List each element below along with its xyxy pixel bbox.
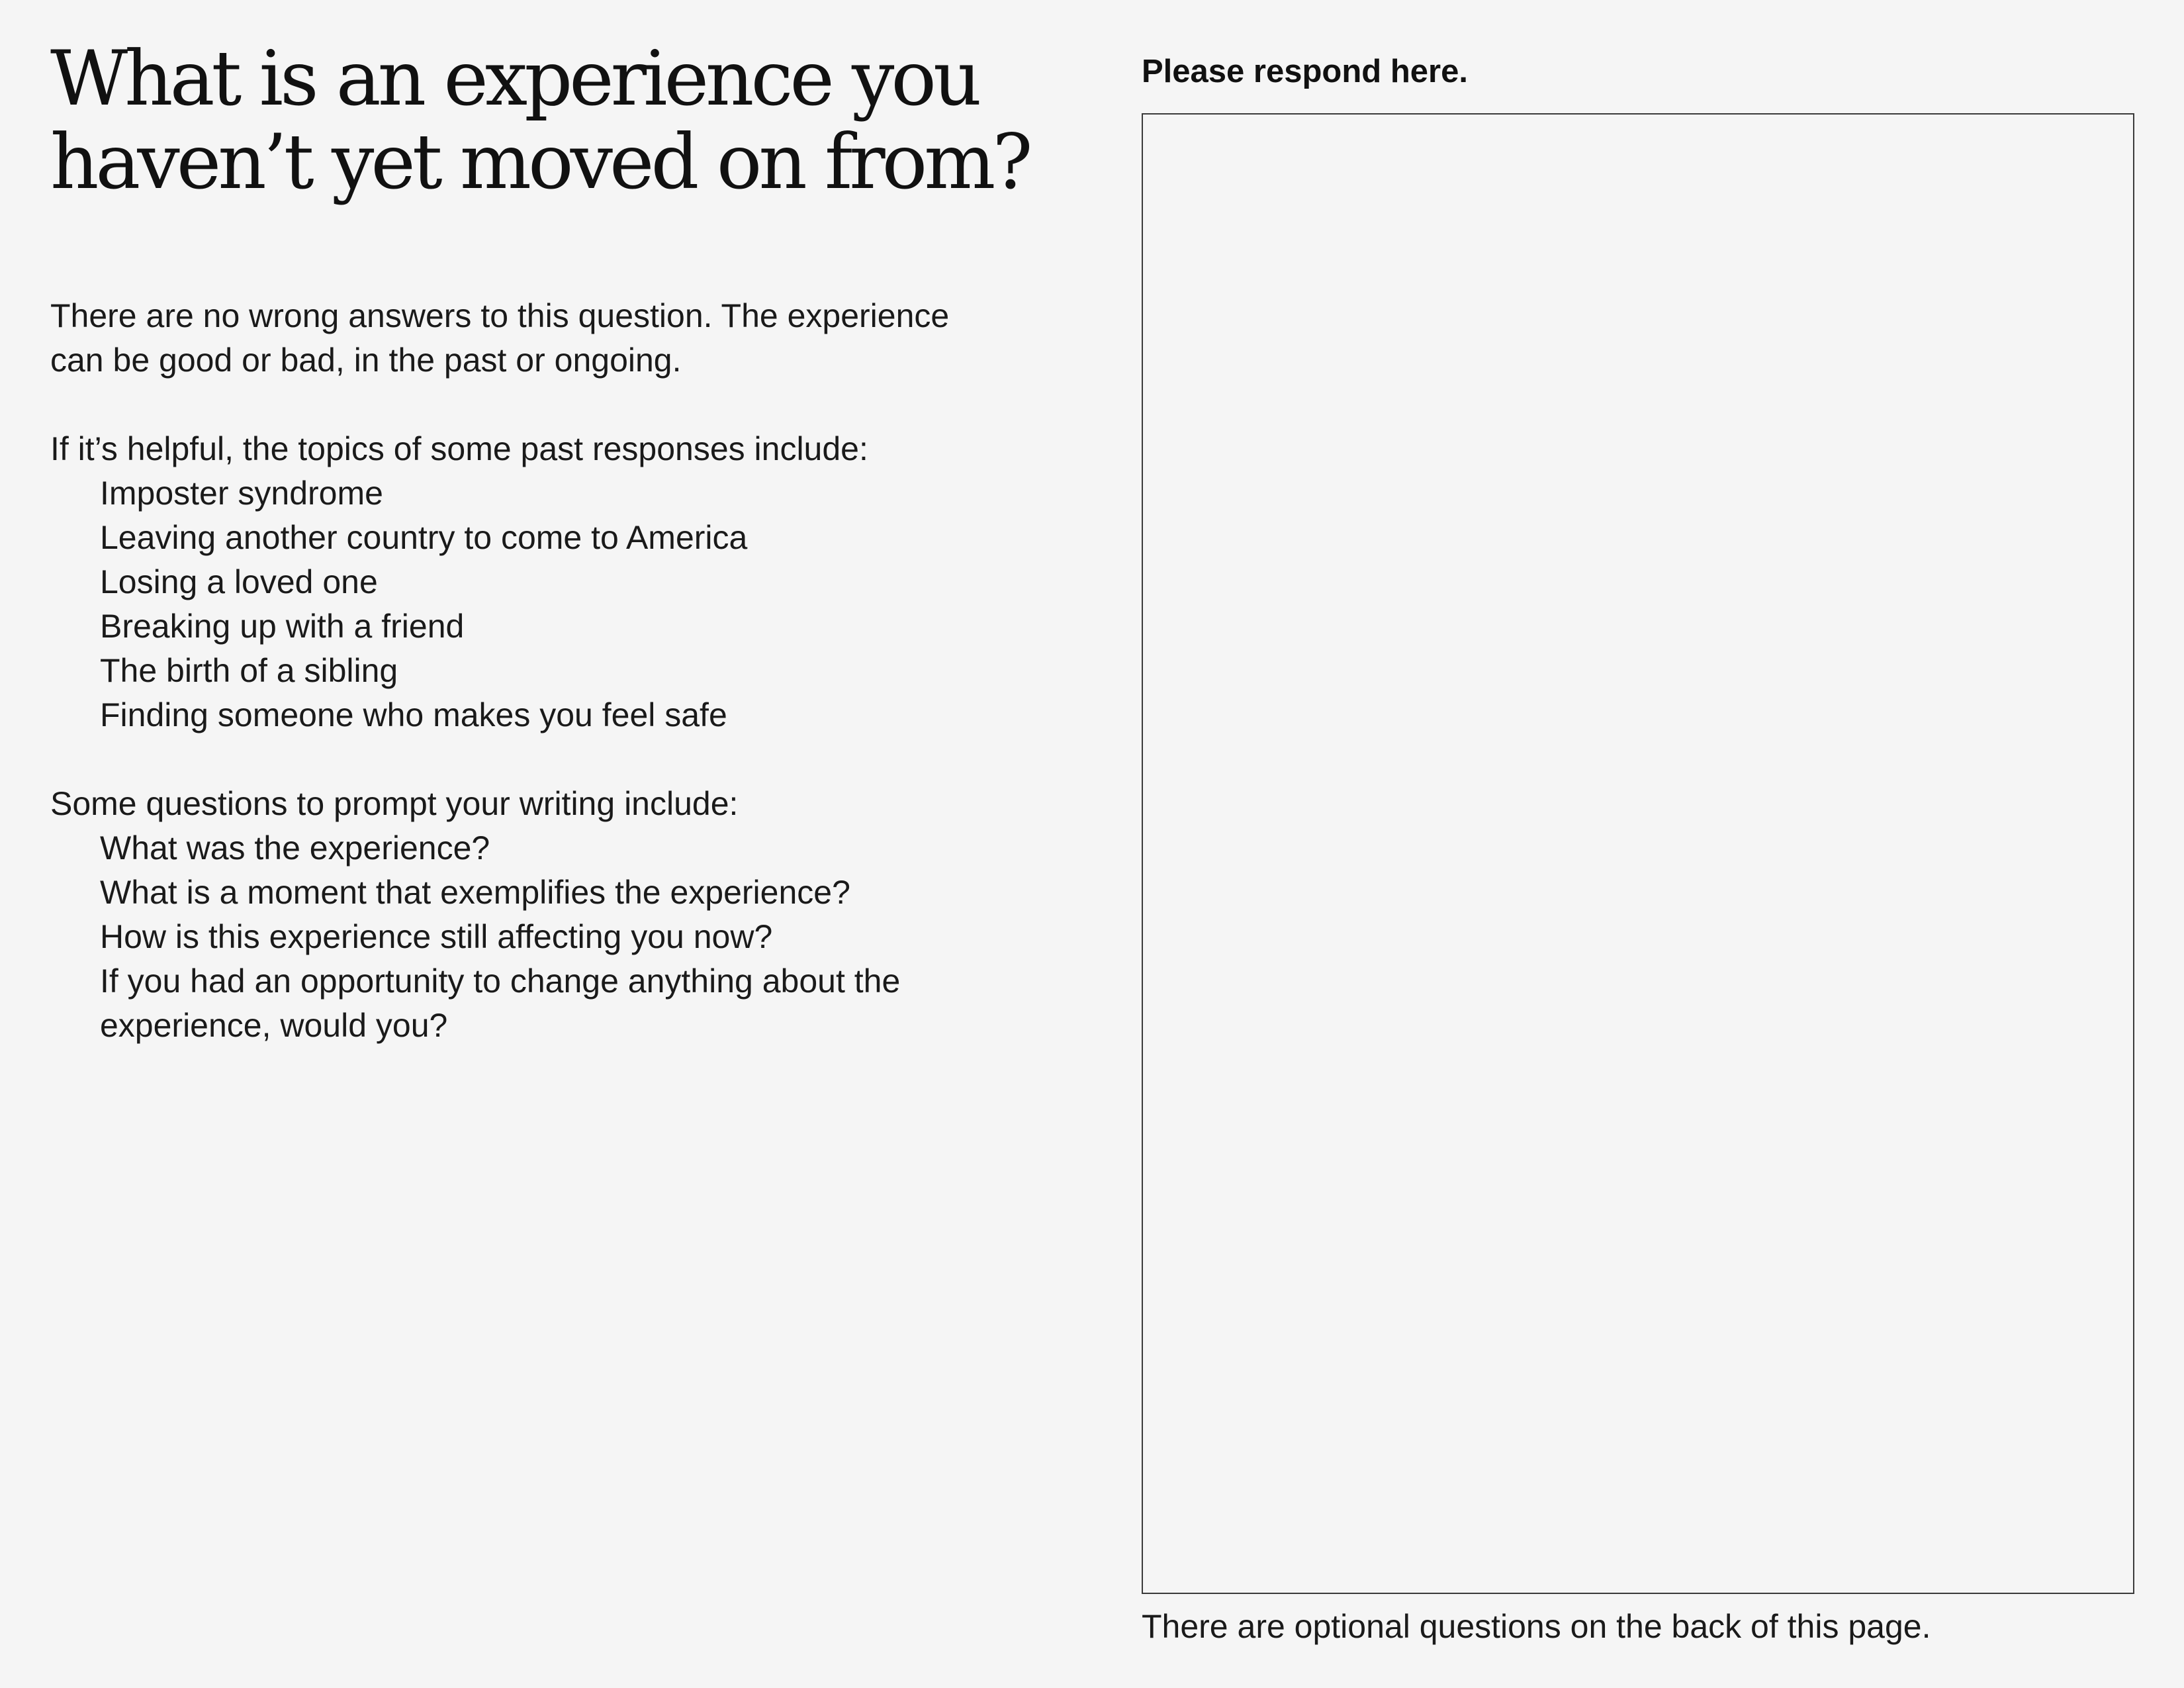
intro-line-1: There are no wrong answers to this question. The experience bbox=[50, 297, 950, 334]
topics-heading: If it’s helpful, the topics of some past responses include: bbox=[50, 430, 868, 467]
respond-label: Please respond here. bbox=[1142, 54, 1468, 89]
topic-item: Leaving another country to come to America bbox=[100, 519, 748, 556]
question-item: How is this experience still affecting you now? bbox=[100, 918, 773, 955]
question-item: experience, would you? bbox=[100, 1007, 448, 1044]
questions-section bbox=[50, 782, 1043, 1048]
prompt-column bbox=[50, 34, 1043, 1048]
response-box[interactable] bbox=[1142, 113, 2134, 1594]
topic-item: Losing a loved one bbox=[100, 563, 378, 600]
question-item: If you had an opportunity to change anything about the bbox=[100, 962, 901, 1000]
questions-heading: Some questions to prompt your writing include: bbox=[50, 785, 739, 822]
topic-item: Breaking up with a friend bbox=[100, 608, 465, 645]
response-column bbox=[1142, 50, 2134, 93]
page-title bbox=[50, 34, 1043, 206]
question-item: What is a moment that exemplifies the experience? bbox=[100, 874, 850, 911]
intro-line-2: can be good or bad, in the past or ongoing. bbox=[50, 342, 682, 379]
title-line-2: haven’t yet moved on from? bbox=[50, 118, 1030, 206]
back-page-note: There are optional questions on the back of this page. bbox=[1142, 1608, 1931, 1645]
intro-paragraph bbox=[50, 294, 1043, 383]
topics-list bbox=[50, 471, 1043, 737]
topic-item: Finding someone who makes you feel safe bbox=[100, 696, 727, 733]
questions-list bbox=[50, 826, 1043, 1048]
title-line-1: What is an experience you bbox=[50, 34, 979, 122]
topic-item: Imposter syndrome bbox=[100, 475, 383, 512]
topics-section bbox=[50, 427, 1043, 737]
topic-item: The birth of a sibling bbox=[100, 652, 398, 689]
question-item: What was the experience? bbox=[100, 829, 490, 867]
